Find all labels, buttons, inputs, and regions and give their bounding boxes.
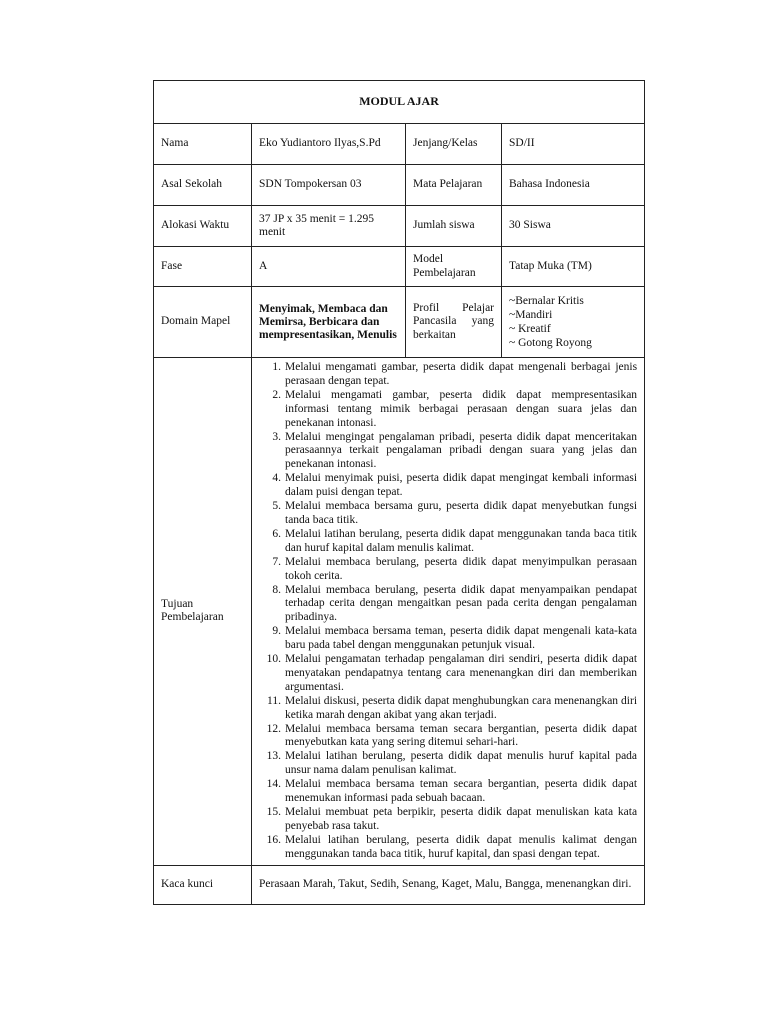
- modul-ajar-table: [153, 80, 645, 905]
- dimension-item: ~ Gotong Royong: [509, 337, 592, 349]
- value-domain-mapel: Menyimak, Membaca dan Memirsa, Berbicara dan mempresentasikan, Menulis: [252, 287, 406, 358]
- row-alokasi-waktu: [154, 206, 645, 247]
- tujuan-item-text: Melalui pengamatan terhadap pengalaman diri sendiri, peserta didik dapat menyatakan pendapatnya tentang cara menenangkan diri dan memberikan argumentasi.: [285, 653, 638, 693]
- tujuan-item-text: Melalui latihan berulang, peserta didik dapat menulis huruf kapital pada unsur nama dalam penulisan kalimat.: [285, 750, 638, 777]
- value-asal-sekolah: SDN Tompokersan 03: [252, 165, 406, 206]
- dimension-item: ~ Kreatif: [509, 323, 551, 335]
- tujuan-item-text: Melalui membaca berulang, peserta didik dapat menyimpulkan perasaan tokoh cerita.: [285, 555, 638, 582]
- tujuan-item: [259, 389, 637, 431]
- label-domain-mapel: Domain Mapel: [154, 287, 252, 358]
- tujuan-item-text: Melalui mengingat pengalaman pribadi, peserta didik dapat menceritakan perasaannya terkait pengalaman pribadi dengan suara yang jelas dan penekanan intonasi.: [285, 430, 638, 471]
- value-nama: Eko Yudiantoro Ilyas,S.Pd: [252, 124, 406, 165]
- tujuan-item-number: 9.: [272, 625, 281, 638]
- tujuan-item: [259, 750, 637, 778]
- tujuan-item-number: 13.: [266, 750, 281, 763]
- tujuan-item-text: Melalui membaca bersama teman secara bergantian, peserta didik dapat menemukan informasi pada sebuah bacaan.: [285, 778, 638, 805]
- tujuan-item-number: 3.: [272, 430, 281, 443]
- tujuan-item-text: Melalui membaca bersama teman secara bergantian, peserta didik dapat menyebutkan kata yang sering ditemui sehari-hari.: [285, 722, 638, 749]
- tujuan-item-text: Melalui latihan berulang, peserta didik dapat menulis kalimat dengan menggunakan tanda baca titik, huruf kapital, dan spasi dengan tepat.: [285, 833, 638, 860]
- label-profil-pelajar-pancasila: [406, 287, 502, 358]
- document-title: MODUL AJAR: [154, 81, 645, 124]
- row-domain-mapel: [154, 287, 645, 358]
- label-fase: Fase: [154, 247, 252, 287]
- tujuan-item: [259, 695, 637, 723]
- profil-line: Pancasila yang: [413, 315, 494, 328]
- value-profil-dimensions: [502, 287, 645, 358]
- tujuan-item-text: Melalui mengamati gambar, peserta didik dapat mempresentasikan informasi tentang mimik berbagai perasaan dengan suara jelas dan penekanan intonasi.: [285, 388, 638, 429]
- tujuan-list-cell: [252, 358, 645, 866]
- row-fase: [154, 247, 645, 287]
- tujuan-item-number: 12.: [266, 722, 281, 735]
- row-kata-kunci: [154, 865, 645, 904]
- tujuan-item-number: 5.: [272, 500, 281, 513]
- tujuan-item: [259, 556, 637, 584]
- tujuan-item-text: Melalui mengamati gambar, peserta didik dapat mengenali berbagai jenis perasaan dengan tepat.: [285, 361, 638, 387]
- row-tujuan-pembelajaran: [154, 358, 645, 866]
- tujuan-item-number: 2.: [272, 388, 281, 401]
- value-jumlah-siswa: 30 Siswa: [502, 206, 645, 247]
- tujuan-item: [259, 584, 637, 626]
- row-asal-sekolah: [154, 165, 645, 206]
- value-model-pembelajaran: Tatap Muka (TM): [502, 247, 645, 287]
- value-mata-pelajaran: Bahasa Indonesia: [502, 165, 645, 206]
- label-nama: Nama: [154, 124, 252, 165]
- value-fase: A: [252, 247, 406, 287]
- tujuan-item: [259, 806, 637, 834]
- value-jenjang-kelas: SD/II: [502, 124, 645, 165]
- tujuan-item: [259, 778, 637, 806]
- tujuan-item-number: 7.: [272, 555, 281, 568]
- tujuan-item-number: 1.: [272, 361, 281, 373]
- label-model-pembelajaran: Model Pembelajaran: [406, 247, 502, 287]
- tujuan-item-text: Melalui menyimak puisi, peserta didik dapat mengingat kembali informasi dalam puisi dengan tepat.: [285, 472, 638, 499]
- profil-line: Profil Pelajar: [413, 301, 494, 314]
- tujuan-list: [259, 361, 637, 862]
- tujuan-item-number: 11.: [267, 694, 281, 707]
- value-kata-kunci: Perasaan Marah, Takut, Sedih, Senang, Kaget, Malu, Bangga, menenangkan diri.: [252, 865, 645, 904]
- tujuan-item-number: 10.: [266, 653, 281, 666]
- title-row: [154, 81, 645, 124]
- tujuan-item: [259, 528, 637, 556]
- profil-line: berkaitan: [413, 328, 456, 341]
- tujuan-item-number: 4.: [272, 472, 281, 485]
- row-nama: [154, 124, 645, 165]
- tujuan-item: [259, 472, 637, 500]
- dimension-item: ~Bernalar Kritis: [509, 295, 584, 307]
- tujuan-item: [259, 723, 637, 751]
- dimension-item: ~Mandiri: [509, 309, 553, 321]
- label-kata-kunci: Kaca kunci: [154, 865, 252, 904]
- tujuan-item-text: Melalui diskusi, peserta didik dapat menghubungkan cara menenangkan diri ketika marah dengan akibat yang akan terjadi.: [285, 694, 638, 721]
- tujuan-item: [259, 361, 637, 389]
- tujuan-item: [259, 625, 637, 653]
- tujuan-item-number: 6.: [272, 527, 281, 540]
- value-alokasi-waktu: 37 JP x 35 menit = 1.295 menit: [252, 206, 406, 247]
- label-asal-sekolah: Asal Sekolah: [154, 165, 252, 206]
- tujuan-item-number: 14.: [266, 778, 281, 791]
- tujuan-item: [259, 653, 637, 695]
- tujuan-item-text: Melalui latihan berulang, peserta didik dapat menggunakan tanda baca titik dan huruf kapital dalam menulis kalimat.: [285, 527, 638, 554]
- tujuan-item-number: 8.: [272, 583, 281, 596]
- tujuan-item-text: Melalui membuat peta berpikir, peserta didik dapat menuliskan kata kata penyebab rasa takut.: [285, 806, 638, 832]
- tujuan-item-number: 16.: [266, 833, 281, 846]
- label-tujuan-pembelajaran: Tujuan Pembelajaran: [154, 358, 252, 866]
- tujuan-item-text: Melalui membaca bersama guru, peserta didik dapat menyebutkan fungsi tanda baca titik.: [285, 500, 638, 526]
- label-alokasi-waktu: Alokasi Waktu: [154, 206, 252, 247]
- tujuan-item: [259, 834, 637, 862]
- label-mata-pelajaran: Mata Pelajaran: [406, 165, 502, 206]
- label-jenjang-kelas: Jenjang/Kelas: [406, 124, 502, 165]
- tujuan-item-text: Melalui membaca bersama teman, peserta didik dapat mengenali kata-kata baru pada tabel dengan menggunakan petunjuk visual.: [285, 625, 638, 652]
- tujuan-item: [259, 500, 637, 528]
- label-jumlah-siswa: Jumlah siswa: [406, 206, 502, 247]
- tujuan-item: [259, 431, 637, 473]
- tujuan-item-number: 15.: [266, 806, 281, 818]
- tujuan-item-text: Melalui membaca berulang, peserta didik dapat menyampaikan pendapat terhadap cerita dengan mengaitkan pesan pada cerita dengan pengalaman pribadinya.: [285, 583, 638, 624]
